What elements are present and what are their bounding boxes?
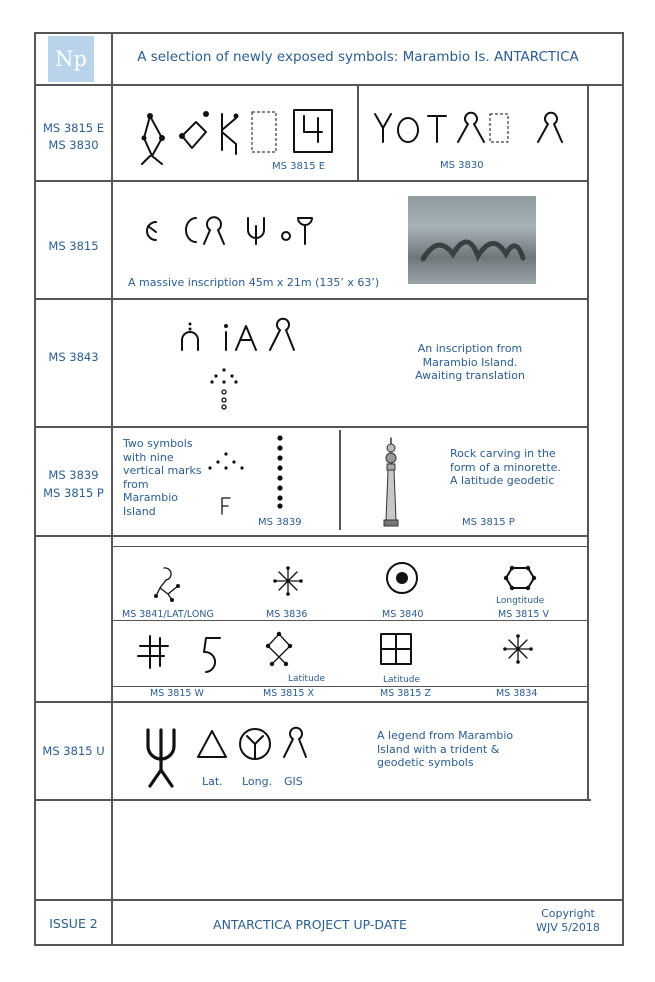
symbol-group-ms3830 [372,110,572,150]
row-divider [34,180,587,182]
cell-divider [339,430,341,530]
row-divider [34,899,624,901]
description-ms3843: An inscription from Marambio Island. Awaiting translation [415,342,525,382]
project-title: ANTARCTICA PROJECT UP-DATE [213,917,407,932]
row-label: MS 3830 [48,138,99,152]
row-divider [34,298,587,300]
note-longitude: Longtitude [496,596,545,606]
symbol-ms3836 [273,566,303,596]
author-date: WJV 5/2018 [536,921,600,934]
symbol-ms3841 [152,562,186,602]
label-column-divider [111,32,113,946]
logo [48,36,94,82]
globe-circle-icon [237,726,273,762]
frame-bottom [34,944,624,946]
label-gis: GIS [284,775,303,788]
row-divider [111,620,587,621]
symbol-group-ms3815 [138,212,338,252]
gis-loop-icon [280,727,308,761]
description-ms3839: Two symbols with nine vertical marks from Marambio Island [123,437,202,518]
frame-right [622,32,624,946]
description-ms3815u: A legend from Marambio Island with a trident & geodetic symbols [377,729,514,769]
symbol-ms3815z [379,632,413,666]
caption-top-1: MS 3841/LAT/LONG [122,609,214,620]
caption-top-2: MS 3836 [266,609,308,620]
caption-top-3: MS 3840 [382,609,424,620]
issue-label: ISSUE 2 [49,916,98,931]
trident-icon [144,726,178,792]
inner-right-line [587,85,589,800]
symbol-ms3840 [385,561,419,595]
caption-bottom-1: MS 3815 W [150,688,204,699]
symbol-ms3834 [503,634,533,664]
rock-inscription-photo [408,196,536,284]
caption-bottom-2: MS 3815 X [263,688,314,699]
row-divider [111,686,587,687]
row-label: MS 3843 [48,350,99,364]
row-divider [34,84,624,86]
caption-ms3830: MS 3830 [440,160,484,171]
description-ms3815p: Rock carving in the form of a minorette. A latitude geodetic [450,447,561,487]
row-label: MS 3815 E [42,121,105,135]
row-divider [34,701,587,703]
symbol-group-ms3815e [138,108,348,168]
logo-text: Np [55,47,87,71]
row-label: MS 3839 [48,468,99,482]
row-divider [34,426,587,428]
caption-ms3815: A massive inscription 45m x 21m (135’ x 63’) [128,276,380,289]
page-title: A selection of newly exposed symbols: Marambio Is. ANTARCTICA [137,49,579,65]
caption-top-4: MS 3815 V [498,609,549,620]
note-latitude: Latitude [383,675,421,685]
symbol-ms3815w [136,632,232,676]
copyright-label: Copyright [541,907,595,920]
row-divider [34,535,587,537]
row-label: MS 3815 U [42,744,105,758]
symbol-group-ms3843 [176,318,316,410]
symbol-ms3839 [200,432,300,522]
symbol-ms3815v [504,564,536,592]
caption-ms3815e: MS 3815 E [272,161,326,172]
frame-top [34,32,624,34]
label-lat: Lat. [202,775,223,788]
symbol-ms3815x [264,630,294,674]
caption-bottom-3: MS 3815 Z [380,688,431,699]
caption-bottom-4: MS 3834 [496,688,538,699]
caption-ms3815p: MS 3815 P [462,517,515,528]
minaret-carving-icon [378,436,404,528]
row-label: MS 3815 [48,239,99,253]
caption-ms3839: MS 3839 [258,517,302,528]
row-label: MS 3815 P [43,486,104,500]
label-long: Long. [242,775,273,788]
row-divider [34,799,591,801]
row-divider [111,546,587,547]
note-latitude: Latitude [288,674,326,684]
cell-divider [357,85,359,181]
triangle-icon [195,728,229,760]
